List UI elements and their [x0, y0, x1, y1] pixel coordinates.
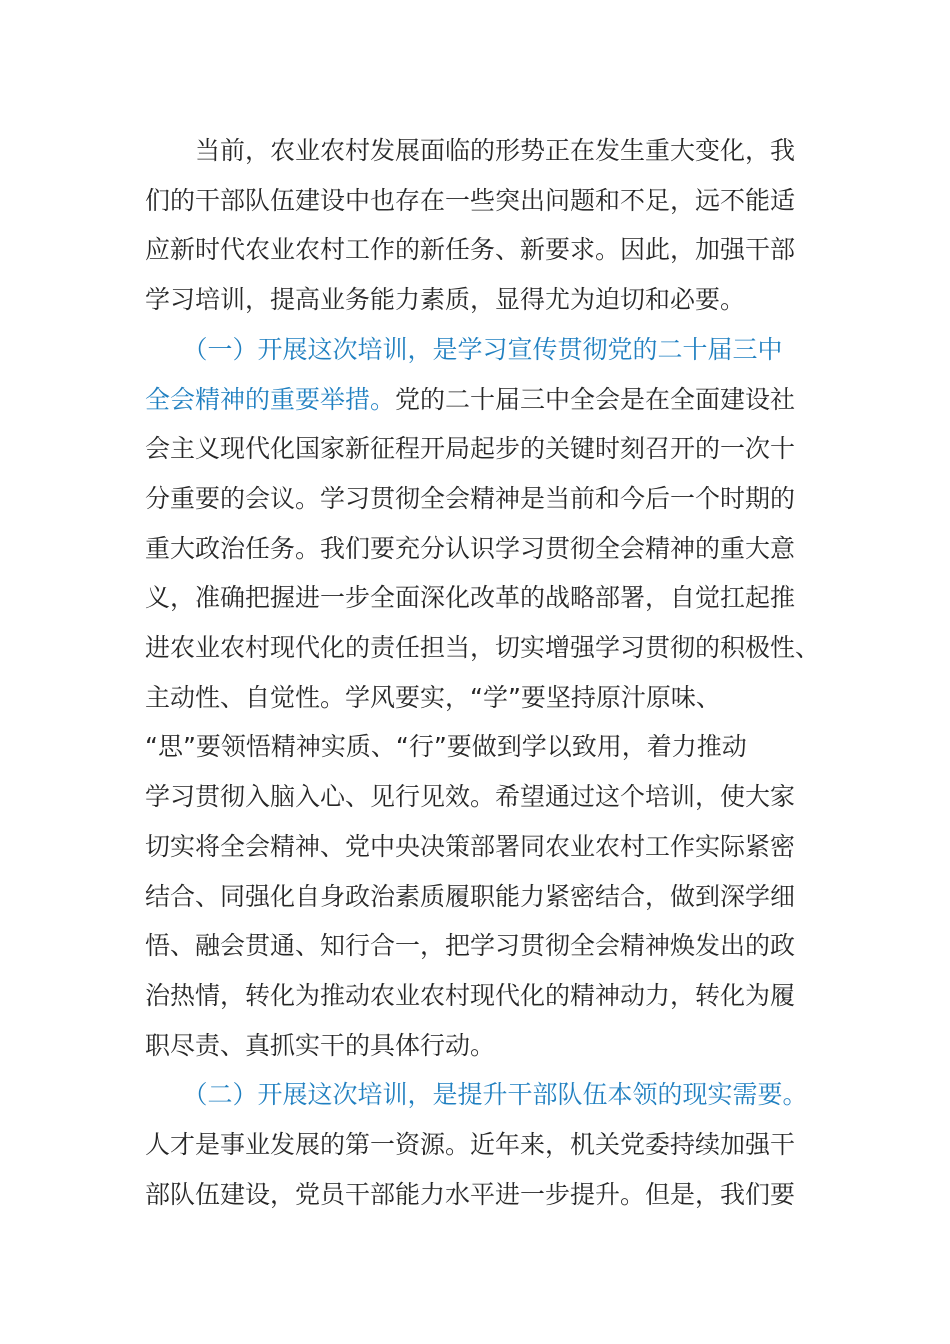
text-line — [145, 1021, 495, 1071]
text-line — [145, 474, 795, 524]
body-text: 义，准确把握进一步全面深化改革的战略部署，自觉扛起推 — [145, 583, 796, 613]
body-text: 分重要的会议。学习贯彻全会精神是当前和今后一个时期的 — [145, 483, 796, 513]
body-text: 党的二十届三中全会是在全面建设社 — [395, 384, 796, 414]
text-line — [145, 1120, 795, 1170]
body-text: 进农业农村现代化的责任担当，切实增强学习贯彻的积极性、 — [145, 633, 821, 662]
text-line — [145, 275, 745, 325]
body-text: 悟、融会贯通、知行合一，把学习贯彻全会精神焕发出的政 — [145, 931, 796, 961]
text-line — [145, 971, 795, 1021]
text-line — [145, 623, 820, 673]
text-line — [145, 424, 795, 474]
text-line — [145, 921, 795, 971]
body-text: 们的干部队伍建设中也存在一些突出问题和不足，远不能适 — [145, 185, 796, 215]
text-line — [145, 772, 795, 822]
text-line — [145, 872, 795, 922]
text-line — [145, 325, 783, 375]
text-line — [145, 375, 795, 425]
heading-text: 全会精神的重要举措。 — [145, 384, 396, 414]
body-text: 主动性、自觉性。学风要实，“学”要坚持原汁原味、 — [145, 682, 721, 712]
body-text: 部队伍建设，党员干部能力水平进一步提升。但是，我们要 — [145, 1179, 796, 1209]
text-line — [145, 524, 795, 574]
body-text: 治热情，转化为推动农业农村现代化的精神动力，转化为履 — [145, 980, 796, 1010]
text-line — [145, 1070, 808, 1120]
heading-text: （二）开展这次培训，是提升干部队伍本领的现实需要。 — [145, 1080, 808, 1110]
body-text: 学习贯彻入脑入心、见行见效。希望通过这个培训，使大家 — [145, 782, 796, 812]
text-line — [145, 225, 795, 275]
body-text: “思”要领悟精神实质、“行”要做到学以致用，着力推动 — [145, 732, 747, 762]
body-text: 结合、同强化自身政治素质履职能力紧密结合，做到深学细 — [145, 881, 796, 911]
body-text: 会主义现代化国家新征程开局起步的关键时刻召开的一次十 — [145, 434, 796, 464]
text-line — [145, 126, 795, 176]
body-text: 切实将全会精神、党中央决策部署同农业农村工作实际紧密 — [145, 831, 796, 861]
text-line — [145, 573, 795, 623]
body-text: 当前，农业农村发展面临的形势正在发生重大变化，我 — [145, 136, 796, 165]
body-text: 应新时代农业农村工作的新任务、新要求。因此，加强干部 — [145, 235, 796, 265]
body-text: 学习培训，提高业务能力素质，显得尤为迫切和必要。 — [145, 285, 746, 315]
text-line — [145, 822, 795, 872]
body-text: 重大政治任务。我们要充分认识学习贯彻全会精神的重大意 — [145, 533, 796, 563]
text-line — [145, 673, 721, 723]
text-line — [145, 1170, 795, 1220]
body-text: 职尽责、真抓实干的具体行动。 — [145, 1030, 496, 1060]
heading-text: （一）开展这次培训，是学习宣传贯彻党的二十届三中 — [145, 334, 783, 364]
text-line — [145, 176, 795, 226]
text-line — [145, 722, 747, 772]
body-text: 人才是事业发展的第一资源。近年来，机关党委持续加强干 — [145, 1130, 796, 1159]
